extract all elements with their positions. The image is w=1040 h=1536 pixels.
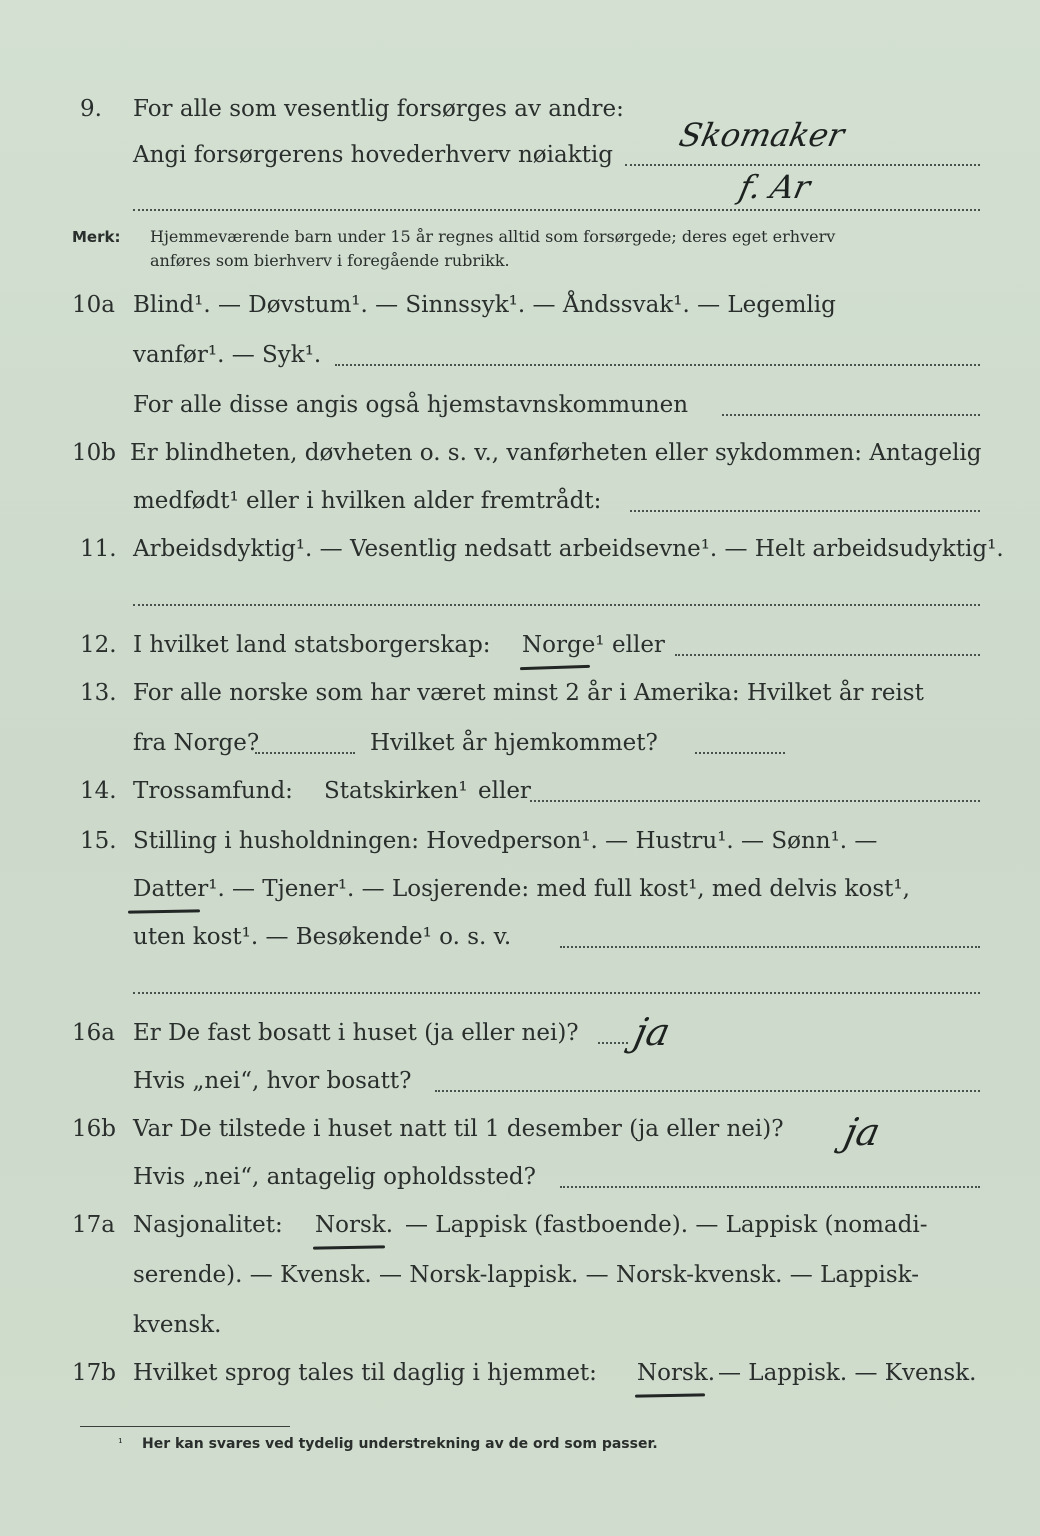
q12-suffix: eller (612, 632, 665, 658)
q14-answer-line (530, 800, 980, 802)
q11-answer-line (133, 604, 980, 606)
q17b-norsk-underline (635, 1393, 705, 1397)
q9-number: 9. (80, 96, 102, 122)
q17a-line1rest: — Lappisk (fastboende). — Lappisk (nomadi- (405, 1212, 928, 1238)
q16b-line1: Var De tilstede i huset natt til 1 desember (ja eller nei)? (133, 1116, 784, 1142)
q15-answer-line-2 (133, 992, 980, 994)
q16a-number: 16a (72, 1020, 115, 1046)
merk-label: Merk: (72, 228, 121, 246)
q15-line2rest: — Tjener¹. — Losjerende: med full kost¹, med delvis kost¹, (232, 876, 910, 902)
q12-norge: Norge¹ (522, 632, 605, 658)
q13-line2b: Hvilket år hjemkommet? (370, 730, 658, 756)
footnote-rule (80, 1426, 290, 1427)
q15-number: 15. (80, 828, 117, 854)
footnote-text: Her kan svares ved tydelig understrekning av de ord som passer. (142, 1436, 658, 1452)
q17a-norsk-underline (313, 1245, 385, 1249)
q9-line2: Angi forsørgerens hovederhverv nøiaktig (133, 142, 613, 168)
q16b-line2: Hvis „nei“, antagelig opholdssted? (133, 1164, 536, 1190)
q14-number: 14. (80, 778, 117, 804)
q17a-prefix: Nasjonalitet: (133, 1212, 283, 1238)
q16b-number: 16b (72, 1116, 116, 1142)
q16a-line2: Hvis „nei“, hvor bosatt? (133, 1068, 412, 1094)
q15-line1: Stilling i husholdningen: Hovedperson¹. — Hustru¹. — Sønn¹. — (133, 828, 878, 854)
q12-norge-underline (520, 665, 590, 670)
q15-answer-line (560, 946, 980, 948)
q16a-handwritten-answer: ja (630, 1010, 675, 1054)
q17b-prefix: Hvilket sprog tales til daglig i hjemmet: (133, 1360, 597, 1386)
q9-handwritten-answer: Skomaker (675, 116, 848, 154)
q10a-number: 10a (72, 292, 115, 318)
q17a-number: 17a (72, 1212, 115, 1238)
q16a-line1: Er De fast bosatt i huset (ja eller nei)? (133, 1020, 579, 1046)
merk-line1: Hjemmeværende barn under 15 år regnes alltid som forsørgede; deres eget erhverv (150, 227, 836, 246)
q10a-line3: For alle disse angis også hjemstavnskommunen (133, 392, 689, 418)
q17b-suffix: — Lappisk. — Kvensk. (718, 1360, 977, 1386)
q17b-norsk: Norsk. (637, 1360, 716, 1386)
footnote-mark: ¹ (118, 1436, 123, 1450)
q17a-line2: serende). — Kvensk. — Norsk-lappisk. — Norsk-kvensk. — Lappisk- (133, 1262, 919, 1288)
q10a-line2: vanfør¹. — Syk¹. (133, 342, 322, 368)
q13-number: 13. (80, 680, 117, 706)
q11-number: 11. (80, 536, 117, 562)
q10b-line1: Er blindheten, døvheten o. s. v., vanførheten eller sykdommen: Antagelig (130, 440, 982, 466)
q9-answer-line (625, 164, 980, 166)
q14-prefix: Trossamfund: (133, 778, 293, 804)
q10b-answer-line (630, 510, 980, 512)
q10a-hjemstavn-line (722, 414, 980, 416)
q12-answer-line (675, 654, 980, 656)
q16a-bosatt-line (435, 1090, 980, 1092)
q17a-line3: kvensk. (133, 1312, 222, 1338)
q14-statskirken: Statskirken¹ (324, 778, 468, 804)
q12-number: 12. (80, 632, 117, 658)
q10b-line2: medfødt¹ eller i hvilken alder fremtrådt: (133, 488, 602, 514)
q13-reist-line (255, 752, 355, 754)
q15-datter-underline (128, 909, 200, 913)
q10b-number: 10b (72, 440, 116, 466)
q16a-answer-line (598, 1042, 628, 1044)
q11-line1: Arbeidsdyktig¹. — Vesentlig nedsatt arbeidsevne¹. — Helt arbeidsudyktig¹. (133, 536, 1004, 562)
q15-line3: uten kost¹. — Besøkende¹ o. s. v. (133, 924, 512, 950)
q14-suffix: eller (478, 778, 531, 804)
q16b-opholdssted-line (560, 1186, 980, 1188)
q10a-line1: Blind¹. — Døvstum¹. — Sinnssyk¹. — Åndssvak¹. — Legemlig (133, 292, 836, 318)
q16b-handwritten-answer: ja (840, 1110, 885, 1154)
q9-handwritten-answer-2: f. Ar (735, 168, 814, 206)
q13-hjemkommet-line (695, 752, 785, 754)
merk-line2: anføres som bierhverv i foregående rubrikk. (150, 251, 510, 270)
q9-answer-line-2 (133, 209, 980, 211)
q13-line2a: fra Norge? (133, 730, 260, 756)
q12-prefix: I hvilket land statsborgerskap: (133, 632, 491, 658)
q17b-number: 17b (72, 1360, 116, 1386)
q17a-norsk: Norsk. (315, 1212, 394, 1238)
q15-datter: Datter¹. (133, 876, 225, 902)
q10a-answer-line (335, 364, 980, 366)
q13-line1: For alle norske som har været minst 2 år i Amerika: Hvilket år reist (133, 680, 924, 706)
q9-line1: For alle som vesentlig forsørges av andre: (133, 96, 624, 122)
